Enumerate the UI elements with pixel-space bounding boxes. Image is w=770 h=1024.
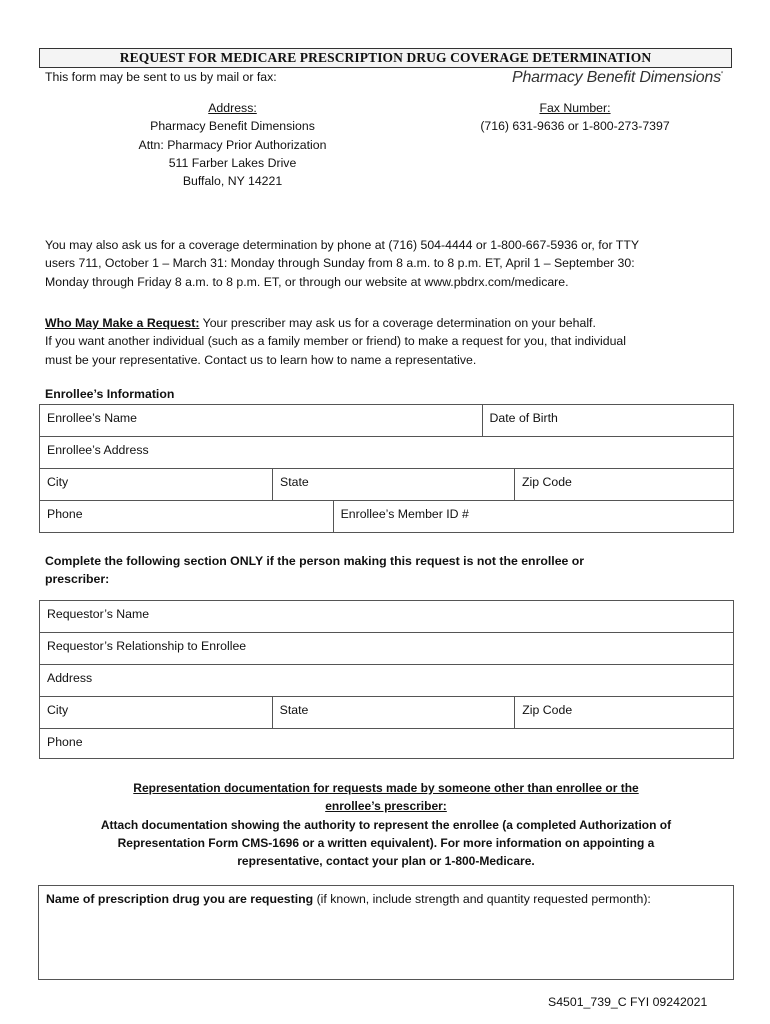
enrollee-name-field[interactable]: [40, 405, 483, 437]
fax-block: [455, 99, 695, 136]
enrollee-phone-field[interactable]: [40, 501, 334, 533]
requestor-name-label: Requestor’s Name: [47, 607, 150, 621]
requestor-address-field[interactable]: [40, 665, 734, 697]
address-line3: 511 Farber Lakes Drive: [168, 155, 297, 170]
phone-paragraph: [45, 236, 735, 291]
phone-line3: Monday through Friday 8 a.m. to 8 p.m. ET, or through our website at www.pbdrx.com/medicare.: [45, 274, 569, 289]
address-block: [110, 99, 355, 190]
fax-number: (716) 631-9636 or 1-800-273-7397: [480, 119, 670, 134]
representation-heading-line1: Representation documentation for requests made by someone other than enrollee or the: [133, 781, 639, 795]
form-title: REQUEST FOR MEDICARE PRESCRIPTION DRUG COVERAGE DETERMINATION: [39, 48, 732, 68]
who-may-line1: Your prescriber may ask us for a coverage determination on your behalf.: [199, 316, 596, 330]
logo-text: Pharmacy Benefit Dimensions: [512, 69, 721, 86]
address-line4: Buffalo, NY 14221: [182, 174, 283, 189]
requestor-heading: [45, 552, 735, 589]
enrollee-address-label: Enrollee’s Address: [47, 443, 149, 457]
drug-label-rest: (if known, include strength and quantity requested permonth):: [313, 892, 651, 906]
enrollee-address-field[interactable]: [40, 437, 734, 469]
phone-line2: users 711, October 1 – March 31: Monday through Sunday from 8 a.m. to 8 p.m. ET, April 1 – September 30:: [45, 256, 635, 271]
fax-heading: Fax Number:: [539, 101, 611, 115]
phone-line1: You may also ask us for a coverage determination by phone at (716) 504-4444 or 1-800-667-5936 or, for TTY: [45, 238, 640, 252]
pharmacy-logo: [512, 69, 732, 87]
enrollee-city-field[interactable]: [40, 469, 273, 501]
enrollee-phone-label: Phone: [47, 507, 83, 521]
requestor-table: [39, 600, 734, 759]
requestor-state-field[interactable]: [272, 697, 515, 729]
enrollee-zip-label: Zip Code: [522, 475, 572, 489]
representation-line2: Representation Form CMS-1696 or a written equivalent). For more information on appointing a: [117, 835, 655, 850]
requestor-phone-field[interactable]: [40, 729, 734, 759]
requestor-heading-line1: Complete the following section ONLY if the person making this request is not the enrollee or: [45, 554, 585, 568]
requestor-phone-label: Phone: [47, 735, 83, 749]
drug-label-bold: Name of prescription drug you are requesting: [46, 892, 314, 906]
enrollee-state-field[interactable]: [273, 469, 515, 501]
requestor-city-label: City: [47, 703, 69, 717]
who-may-paragraph: [45, 314, 735, 369]
enrollee-state-label: State: [280, 475, 309, 489]
member-id-field[interactable]: [333, 501, 733, 533]
who-may-heading: Who May Make a Request:: [45, 316, 200, 330]
representation-line3: representative, contact your plan or 1-800-Medicare.: [237, 854, 535, 869]
requestor-relationship-label: Requestor’s Relationship to Enrollee: [47, 639, 247, 653]
drug-name-field[interactable]: [38, 885, 734, 980]
who-may-line3: must be your representative. Contact us to learn how to name a representative.: [45, 352, 477, 367]
enrollee-city-label: City: [47, 475, 69, 489]
requestor-name-field[interactable]: [40, 601, 734, 633]
form-footer-code: S4501_739_C FYI 09242021: [548, 995, 708, 1009]
requestor-state-label: State: [279, 703, 309, 717]
enrollee-zip-field[interactable]: [515, 469, 734, 501]
requestor-zip-field[interactable]: [515, 697, 734, 729]
enrollee-name-label: Enrollee’s Name: [47, 411, 137, 425]
requestor-relationship-field[interactable]: [40, 633, 734, 665]
representation-line1: Attach documentation showing the authority to represent the enrollee (a completed Authorization of: [100, 817, 672, 832]
address-line1: Pharmacy Benefit Dimensions: [150, 119, 315, 134]
member-id-label: Enrollee’s Member ID #: [340, 507, 469, 521]
requestor-heading-line2: prescriber:: [45, 572, 110, 587]
requestor-zip-label: Zip Code: [522, 703, 573, 717]
representation-heading-line2: enrollee’s prescriber:: [325, 799, 447, 814]
enrollee-heading: Enrollee’s Information: [45, 387, 175, 401]
address-line2: Attn: Pharmacy Prior Authorization: [138, 137, 327, 152]
dob-label: Date of Birth: [489, 411, 558, 425]
enrollee-table: [39, 404, 734, 501]
representation-block: [40, 779, 732, 870]
who-may-line2: If you want another individual (such as a family member or friend) to make a request for you, that individual: [45, 334, 626, 349]
dob-field[interactable]: [482, 405, 733, 437]
logo-mark: *: [720, 71, 724, 78]
address-heading: Address:: [208, 101, 257, 115]
enrollee-phone-table: [39, 500, 734, 533]
intro-text: This form may be sent to us by mail or fax:: [45, 70, 277, 84]
requestor-address-label: Address: [47, 671, 93, 685]
requestor-city-field[interactable]: [40, 697, 273, 729]
